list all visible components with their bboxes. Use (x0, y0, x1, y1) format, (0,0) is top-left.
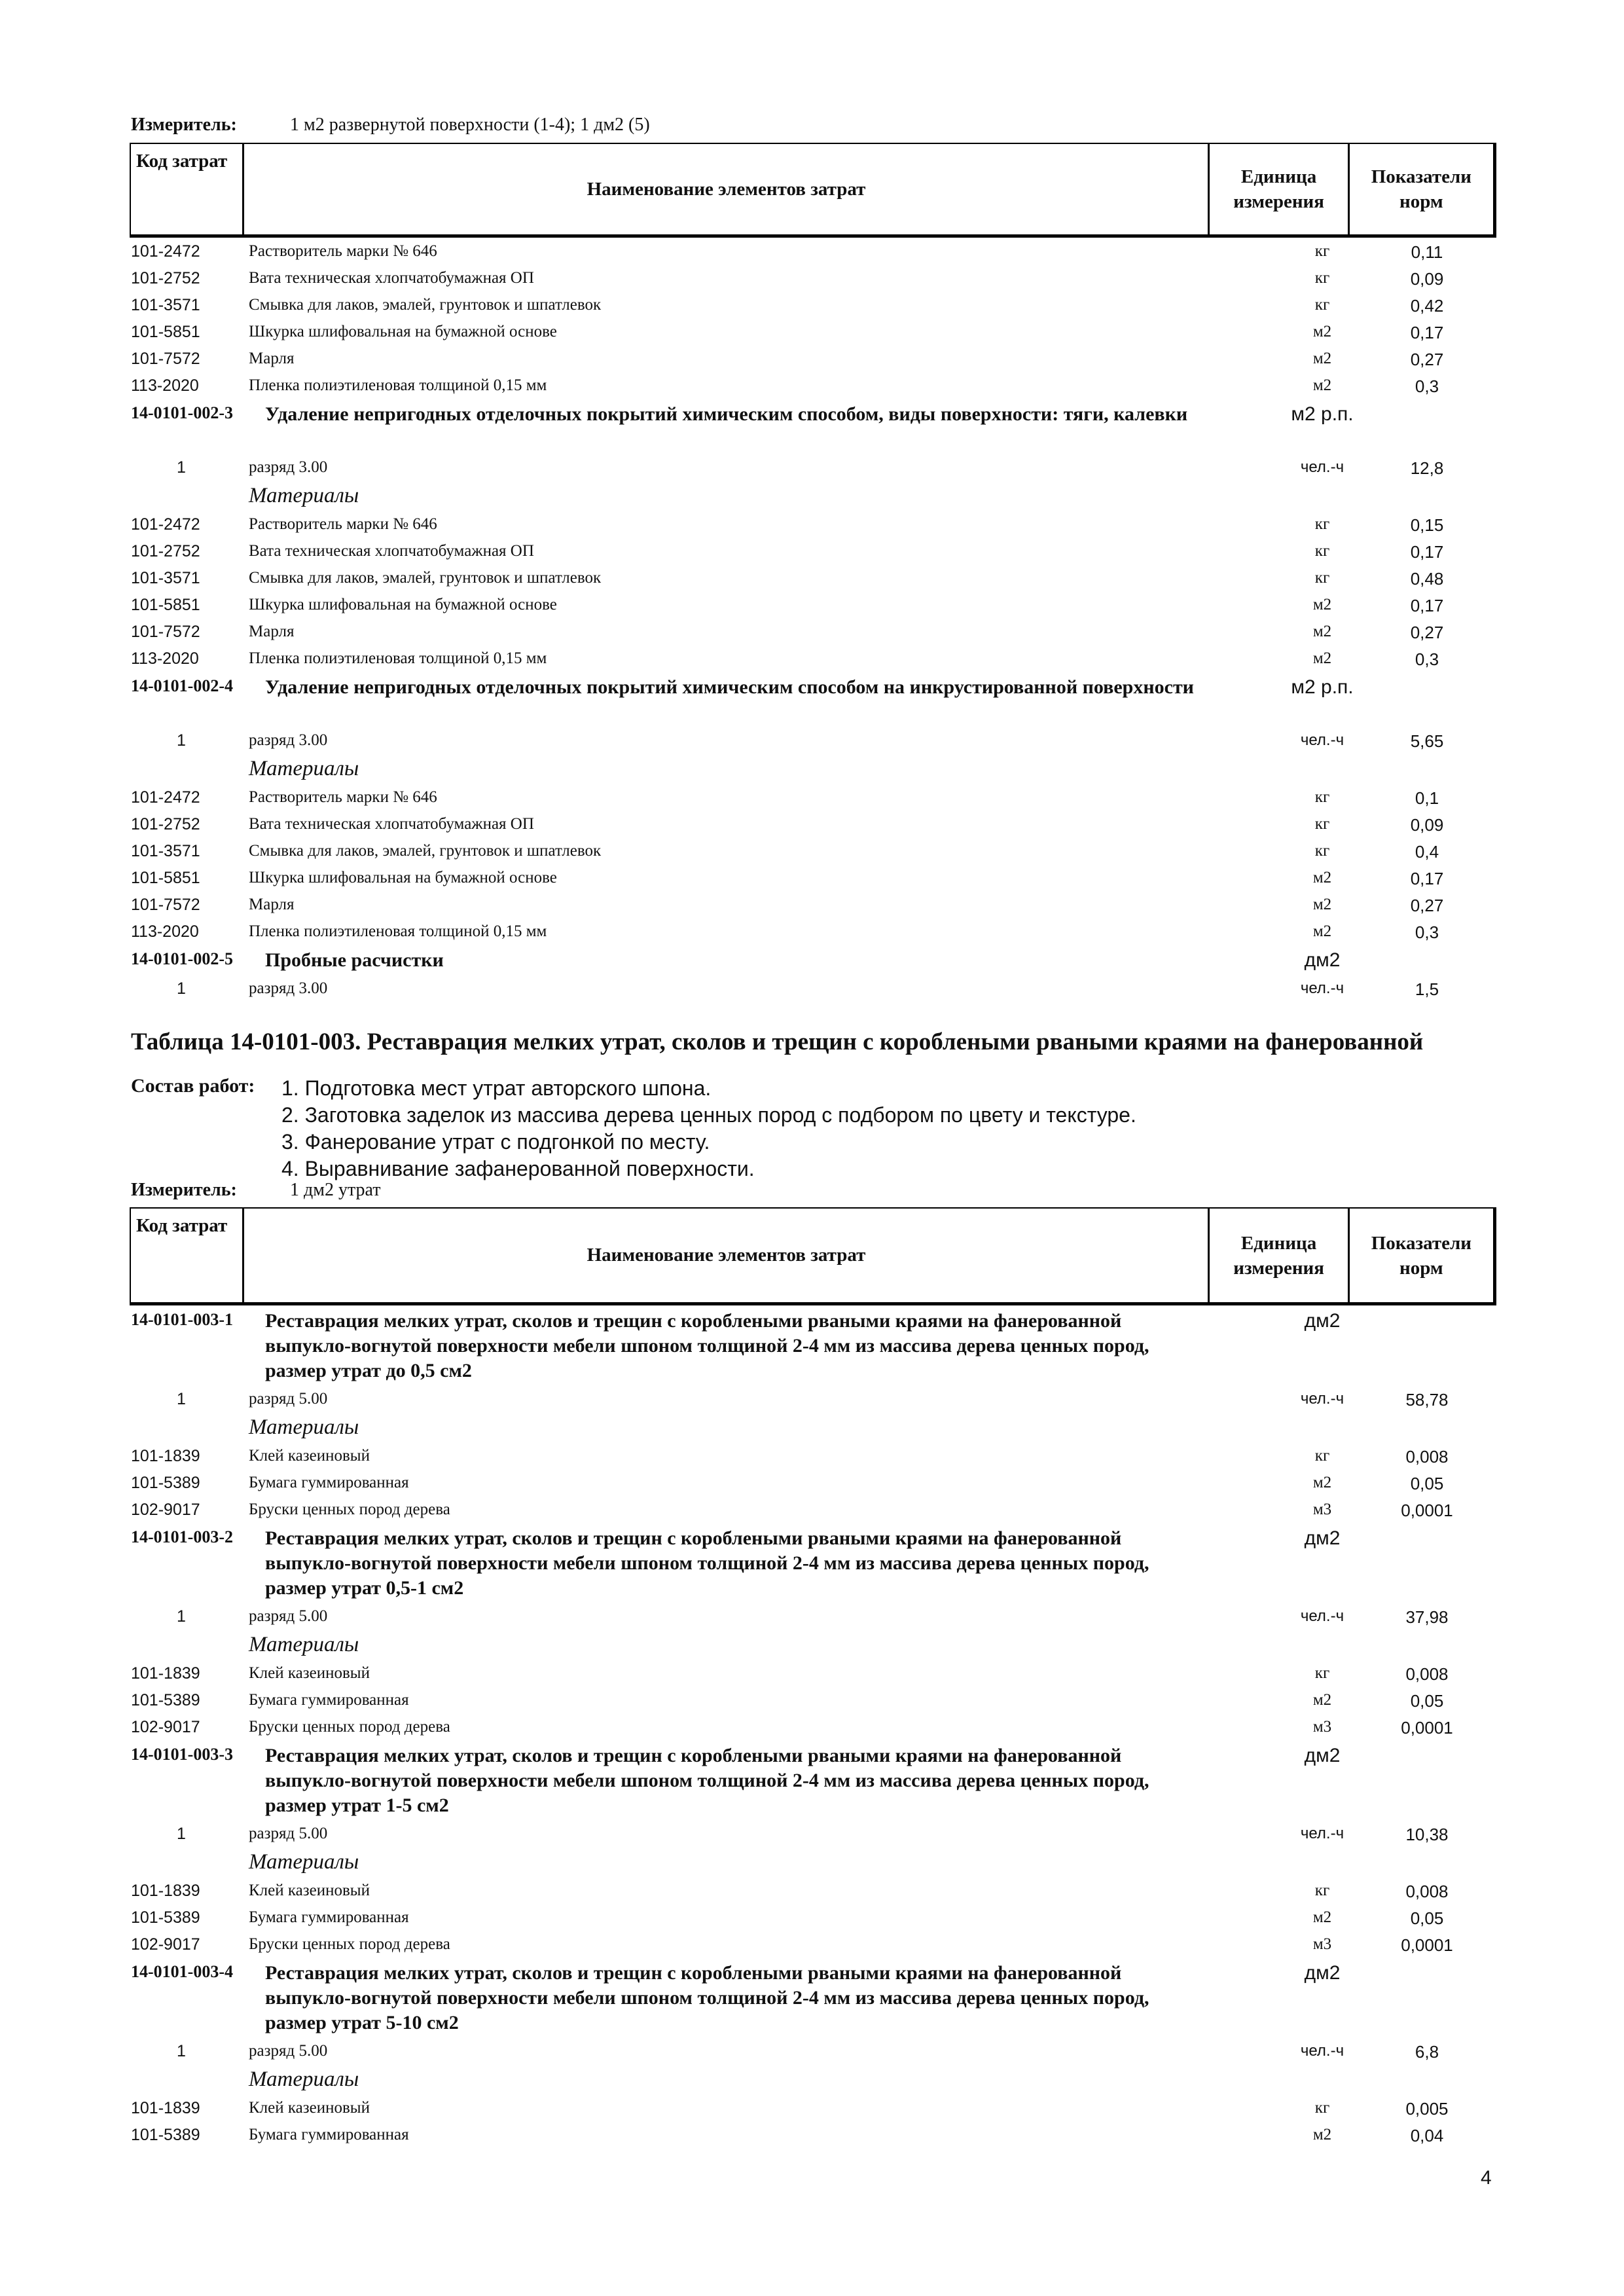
row-norm: 0,42 (1410, 296, 1444, 316)
row-norm: 0,15 (1410, 515, 1444, 535)
row-code: 101-1839 (131, 2099, 200, 2117)
row-unit: кг (1314, 569, 1330, 587)
row-name: Вата техническая хлопчатобумажная ОП (249, 269, 534, 287)
row-unit: м2 (1312, 596, 1332, 613)
row-code: 101-5851 (131, 323, 200, 341)
item-code: 14-0101-003-3 (131, 1745, 233, 1764)
row-unit: кг (1314, 269, 1330, 287)
row-norm: 37,98 (1405, 1607, 1449, 1627)
row-name: Смывка для лаков, эмалей, грунтовок и шпатлевок (249, 569, 602, 587)
item-code: 14-0101-003-1 (131, 1310, 233, 1329)
row-code: 101-5389 (131, 1691, 200, 1709)
labor-row (0, 1821, 1624, 1848)
row-norm: 0,005 (1405, 2099, 1449, 2119)
row-norm: 0,3 (1415, 922, 1439, 942)
row-unit: кг (1314, 1447, 1330, 1465)
row-norm: 12,8 (1410, 458, 1444, 478)
table-row (0, 838, 1624, 865)
col-norm-header: Показатели норм (1371, 166, 1472, 212)
table-row (0, 511, 1624, 538)
row-code: 101-2752 (131, 542, 200, 560)
item-title: Удаление непригодных отделочных покрытий химическим способом на инкрустированной поверхности (265, 676, 1194, 698)
row-name: Растворитель марки № 646 (249, 242, 437, 260)
materials-subheader (0, 1630, 1624, 1660)
table-row (0, 811, 1624, 838)
row-code: 101-3571 (131, 569, 200, 587)
table-row (0, 865, 1624, 892)
labor-row (0, 2038, 1624, 2065)
row-name: разряд 3.00 (249, 458, 328, 476)
item-code: 14-0101-003-2 (131, 1527, 233, 1546)
row-unit: м2 (1312, 649, 1332, 667)
row-name: разряд 5.00 (249, 2042, 328, 2060)
col-name-header: Наименование элементов затрат (244, 144, 1210, 234)
row-norm: 0,4 (1415, 842, 1439, 862)
row-norm: 5,65 (1410, 731, 1444, 751)
materials-label: Материалы (249, 757, 359, 780)
row-name: Бруски ценных пород дерева (249, 1935, 450, 1953)
row-code: 101-1839 (131, 1882, 200, 1900)
row-code: 101-2752 (131, 815, 200, 833)
table-row (0, 1931, 1624, 1958)
row-norm: 0,008 (1405, 1882, 1449, 1901)
row-code: 1 (177, 1607, 186, 1626)
row-name: Смывка для лаков, эмалей, грунтовок и шпатлевок (249, 296, 602, 314)
row-norm: 0,11 (1411, 242, 1443, 262)
row-code: 101-2472 (131, 788, 200, 807)
col-unit-header: Единица измерения (1210, 1209, 1349, 1302)
measure-value: 1 м2 развернутой поверхности (1-4); 1 дм2 (5) (290, 115, 650, 135)
row-norm: 0,008 (1405, 1664, 1449, 1684)
row-norm: 58,78 (1405, 1390, 1449, 1410)
table-row (0, 1714, 1624, 1741)
item-title: Удаление непригодных отделочных покрытий химическим способом, виды поверхности: тяги, калевки (265, 403, 1188, 425)
row-name: разряд 3.00 (249, 979, 328, 997)
row-unit: чел.-ч (1300, 2042, 1344, 2060)
row-norm: 1,5 (1415, 979, 1439, 999)
item-unit: дм2 (1304, 1310, 1341, 1332)
col-code-header: Код затрат (131, 1209, 244, 1302)
measure-line-1 (131, 115, 650, 136)
row-code: 113-2020 (131, 922, 199, 941)
measure-value: 1 дм2 утрат (290, 1180, 381, 1200)
table-row (0, 919, 1624, 945)
row-norm: 0,17 (1410, 869, 1444, 888)
row-name: Клей казеиновый (249, 1882, 370, 1899)
row-name: Бруски ценных пород дерева (249, 1501, 450, 1518)
row-norm: 0,05 (1410, 1474, 1444, 1493)
row-name: разряд 3.00 (249, 731, 328, 749)
materials-label: Материалы (249, 1850, 359, 1874)
row-name: Бумага гуммированная (249, 2126, 409, 2143)
row-unit: м2 (1312, 2126, 1332, 2143)
table-row (0, 1878, 1624, 1904)
materials-subheader (0, 2065, 1624, 2095)
table-header-2 (130, 1207, 1496, 1305)
row-code: 1 (177, 979, 186, 998)
row-name: разряд 5.00 (249, 1390, 328, 1408)
row-name: Пленка полиэтиленовая толщиной 0,15 мм (249, 649, 547, 667)
row-code: 1 (177, 1390, 186, 1408)
row-unit: м3 (1312, 1718, 1332, 1736)
row-norm: 0,09 (1410, 815, 1444, 835)
col-name-header: Наименование элементов затрат (244, 1209, 1210, 1302)
row-name: Пленка полиэтиленовая толщиной 0,15 мм (249, 376, 547, 394)
table-row (0, 619, 1624, 646)
row-norm: 0,04 (1410, 2126, 1444, 2145)
table-row (0, 1470, 1624, 1497)
item-title: Пробные расчистки (265, 949, 444, 971)
table-row (0, 265, 1624, 292)
row-unit: чел.-ч (1300, 1390, 1344, 1408)
row-unit: кг (1314, 815, 1330, 833)
row-name: Шкурка шлифовальная на бумажной основе (249, 596, 557, 613)
item-unit: м2 р.п. (1291, 676, 1354, 698)
row-unit: чел.-ч (1300, 1607, 1344, 1625)
item-code: 14-0101-002-5 (131, 949, 233, 968)
row-unit: м2 (1312, 350, 1332, 367)
materials-label: Материалы (249, 484, 359, 507)
item-unit: дм2 (1304, 949, 1341, 971)
item-title: Реставрация мелких утрат, сколов и трещин с короблеными рваными краями на фанерованной выпукло-вогнутой поверхности мебели шпоном толщиной 2-4 мм из массива дерева ценных пород, размер утрат 5-10 см2 (265, 1962, 1149, 2033)
row-name: Марля (249, 350, 295, 367)
row-code: 113-2020 (131, 649, 199, 668)
row-unit: м2 (1312, 1908, 1332, 1926)
materials-subheader (0, 754, 1624, 784)
row-name: Марля (249, 896, 295, 913)
row-name: разряд 5.00 (249, 1825, 328, 1842)
labor-row (0, 454, 1624, 481)
row-norm: 0,27 (1410, 623, 1444, 642)
item-unit: м2 р.п. (1291, 403, 1354, 425)
row-name: Бумага гуммированная (249, 1474, 409, 1491)
section-heading-row (0, 399, 1624, 454)
table-row (0, 1687, 1624, 1714)
row-code: 101-5851 (131, 869, 200, 887)
item-title: Реставрация мелких утрат, сколов и трещин с короблеными рваными краями на фанерованной выпукло-вогнутой поверхности мебели шпоном толщиной 2-4 мм из массива дерева ценных пород, размер утрат до 0,5 см2 (265, 1310, 1149, 1381)
materials-subheader (0, 1413, 1624, 1443)
row-code: 1 (177, 731, 186, 750)
table-row (0, 1443, 1624, 1470)
row-norm: 0,27 (1410, 896, 1444, 915)
section-heading-row (0, 672, 1624, 727)
row-name: Смывка для лаков, эмалей, грунтовок и шпатлевок (249, 842, 602, 860)
row-norm: 0,48 (1410, 569, 1444, 589)
item-code: 14-0101-003-4 (131, 1962, 233, 1981)
row-name: Растворитель марки № 646 (249, 788, 437, 806)
row-norm: 0,05 (1410, 1908, 1444, 1928)
row-unit: м2 (1312, 323, 1332, 340)
row-unit: м2 (1312, 1691, 1332, 1709)
table-row (0, 292, 1624, 319)
row-code: 1 (177, 1825, 186, 1843)
row-norm: 0,008 (1405, 1447, 1449, 1467)
row-unit: кг (1314, 842, 1330, 860)
row-unit: кг (1314, 542, 1330, 560)
row-norm: 0,17 (1410, 323, 1444, 342)
row-unit: кг (1314, 788, 1330, 806)
row-norm: 0,3 (1415, 649, 1439, 669)
row-unit: чел.-ч (1300, 1825, 1344, 1842)
section-heading-row (0, 1741, 1624, 1821)
table-row (0, 784, 1624, 811)
row-name: Растворитель марки № 646 (249, 515, 437, 533)
row-code: 101-2752 (131, 269, 200, 287)
row-code: 101-1839 (131, 1447, 200, 1465)
materials-label: Материалы (249, 2068, 359, 2091)
row-name: Клей казеиновый (249, 1664, 370, 1682)
row-code: 102-9017 (131, 1718, 200, 1736)
col-code-header: Код затрат (131, 144, 244, 234)
table-row (0, 1497, 1624, 1523)
materials-label: Материалы (249, 1415, 359, 1439)
row-code: 101-1839 (131, 1664, 200, 1683)
table-row (0, 646, 1624, 672)
row-unit: м2 (1312, 1474, 1332, 1491)
row-unit: кг (1314, 1664, 1330, 1682)
item-title: Реставрация мелких утрат, сколов и трещин с короблеными рваными краями на фанерованной выпукло-вогнутой поверхности мебели шпоном толщиной 2-4 мм из массива дерева ценных пород, размер утрат 1-5 см2 (265, 1745, 1149, 1816)
row-norm: 0,0001 (1401, 1501, 1453, 1520)
labor-row (0, 1603, 1624, 1630)
row-name: Шкурка шлифовальная на бумажной основе (249, 323, 557, 340)
row-unit: чел.-ч (1300, 731, 1344, 749)
measure-line-2 (131, 1180, 381, 1201)
row-code: 101-5389 (131, 2126, 200, 2144)
row-code: 101-7572 (131, 623, 200, 641)
item-unit: дм2 (1304, 1527, 1341, 1549)
row-unit: чел.-ч (1300, 979, 1344, 997)
col-unit-header: Единица измерения (1210, 144, 1349, 234)
row-name: Бумага гуммированная (249, 1908, 409, 1926)
works-list (131, 1075, 1136, 1180)
row-norm: 0,0001 (1401, 1935, 1453, 1955)
row-code: 101-2472 (131, 515, 200, 534)
row-code: 102-9017 (131, 1501, 200, 1519)
section-heading-row (0, 1958, 1624, 2038)
row-unit: м3 (1312, 1935, 1332, 1953)
section-heading-row (0, 1306, 1624, 1386)
table-row (0, 2095, 1624, 2122)
measure-label: Измеритель: (131, 115, 237, 135)
item-title: Реставрация мелких утрат, сколов и трещин с короблеными рваными краями на фанерованной выпукло-вогнутой поверхности мебели шпоном толщиной 2-4 мм из массива дерева ценных пород, размер утрат 0,5-1 см2 (265, 1527, 1149, 1599)
table-row (0, 238, 1624, 265)
row-unit: м2 (1312, 623, 1332, 640)
row-norm: 0,05 (1410, 1691, 1444, 1711)
table-row (0, 319, 1624, 346)
row-unit: кг (1314, 2099, 1330, 2117)
row-code: 113-2020 (131, 376, 199, 395)
row-unit: м3 (1312, 1501, 1332, 1518)
table-row (0, 565, 1624, 592)
row-unit: м2 (1312, 376, 1332, 394)
row-norm: 10,38 (1405, 1825, 1449, 1844)
row-code: 1 (177, 458, 186, 477)
section-heading-row (0, 1523, 1624, 1603)
works-item: 4. Выравнивание зафанерованной поверхности. (281, 1157, 755, 1180)
row-code: 101-5851 (131, 596, 200, 614)
table-body-2 (0, 1306, 1624, 2149)
works-label: Состав работ: (131, 1075, 255, 1097)
row-norm: 0,27 (1410, 350, 1444, 369)
materials-label: Материалы (249, 1633, 359, 1656)
row-name: Бумага гуммированная (249, 1691, 409, 1709)
materials-subheader (0, 481, 1624, 511)
row-name: Бруски ценных пород дерева (249, 1718, 450, 1736)
section-heading-row (0, 945, 1624, 975)
item-unit: дм2 (1304, 1962, 1341, 1984)
row-code: 101-5389 (131, 1474, 200, 1492)
row-name: Клей казеиновый (249, 1447, 370, 1465)
row-code: 1 (177, 2042, 186, 2060)
table-title: Таблица 14-0101-003. Реставрация мелких утрат, сколов и трещин с короблеными рваными краями на фанерованной (131, 1029, 1424, 1055)
labor-row (0, 1386, 1624, 1413)
works-item: 3. Фанерование утрат с подгонкой по месту. (281, 1130, 710, 1154)
table-row (0, 2122, 1624, 2149)
table-row (0, 373, 1624, 399)
row-code: 101-2472 (131, 242, 200, 261)
table-row (0, 346, 1624, 373)
row-code: 102-9017 (131, 1935, 200, 1954)
row-norm: 6,8 (1415, 2042, 1439, 2062)
row-unit: кг (1314, 1882, 1330, 1899)
labor-row (0, 975, 1624, 1002)
row-unit: м2 (1312, 922, 1332, 940)
row-code: 101-7572 (131, 350, 200, 368)
table-row (0, 1660, 1624, 1687)
table-row (0, 1904, 1624, 1931)
works-item: 1. Подготовка мест утрат авторского шпона. (281, 1076, 712, 1100)
row-name: Марля (249, 623, 295, 640)
row-name: Клей казеиновый (249, 2099, 370, 2117)
item-unit: дм2 (1304, 1745, 1341, 1766)
row-code: 101-3571 (131, 296, 200, 314)
col-norm-header: Показатели норм (1371, 1232, 1472, 1279)
table-header-1 (130, 143, 1496, 238)
table-row (0, 892, 1624, 919)
row-unit: м2 (1312, 869, 1332, 886)
row-norm: 0,3 (1415, 376, 1439, 396)
row-code: 101-5389 (131, 1908, 200, 1927)
table-row (0, 538, 1624, 565)
item-code: 14-0101-002-4 (131, 676, 233, 695)
row-name: Пленка полиэтиленовая толщиной 0,15 мм (249, 922, 547, 940)
labor-row (0, 727, 1624, 754)
row-unit: чел.-ч (1300, 458, 1344, 476)
table-row (0, 592, 1624, 619)
row-name: Шкурка шлифовальная на бумажной основе (249, 869, 557, 886)
row-code: 101-3571 (131, 842, 200, 860)
row-unit: м2 (1312, 896, 1332, 913)
row-code: 101-7572 (131, 896, 200, 914)
row-unit: кг (1314, 242, 1330, 260)
page-number: 4 (1481, 2167, 1492, 2189)
row-norm: 0,09 (1410, 269, 1444, 289)
works-item: 2. Заготовка заделок из массива дерева ценных пород с подбором по цвету и текстуре. (281, 1103, 1136, 1127)
materials-subheader (0, 1848, 1624, 1878)
table-body-1 (0, 238, 1624, 1002)
row-name: Вата техническая хлопчатобумажная ОП (249, 542, 534, 560)
row-norm: 0,17 (1410, 596, 1444, 615)
row-name: Вата техническая хлопчатобумажная ОП (249, 815, 534, 833)
row-norm: 0,1 (1415, 788, 1439, 808)
measure-label: Измеритель: (131, 1180, 237, 1200)
row-norm: 0,17 (1410, 542, 1444, 562)
row-unit: кг (1314, 515, 1330, 533)
item-code: 14-0101-002-3 (131, 403, 233, 422)
row-name: разряд 5.00 (249, 1607, 328, 1625)
row-unit: кг (1314, 296, 1330, 314)
row-norm: 0,0001 (1401, 1718, 1453, 1738)
